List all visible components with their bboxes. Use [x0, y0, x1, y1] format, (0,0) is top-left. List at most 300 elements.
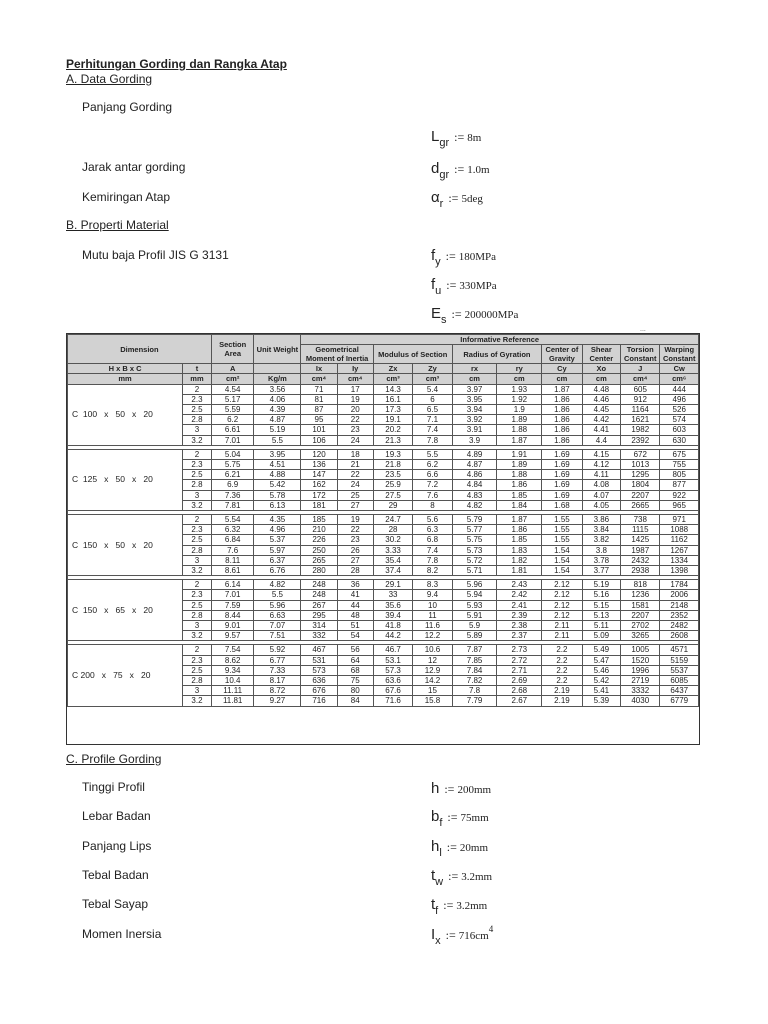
ix-subscript: x — [435, 935, 441, 947]
table-cell: 2.3 — [183, 459, 212, 469]
table-cell: 738 — [621, 515, 660, 525]
table-cell: 5.09 — [582, 631, 620, 641]
table-cell: 295 — [301, 610, 337, 620]
fu-formula — [431, 276, 497, 297]
table-cell: 68 — [337, 665, 373, 675]
table-cell: 5.5 — [254, 590, 301, 600]
dimension-cell: C 150 x 65 x 20 — [68, 580, 183, 641]
table-cell: 3.77 — [582, 566, 620, 576]
table-cell: 87 — [301, 404, 337, 414]
table-cell: 4.87 — [254, 415, 301, 425]
table-cell: 1.86 — [497, 525, 542, 535]
table-cell: 21 — [337, 459, 373, 469]
table-cell: 2.39 — [497, 610, 542, 620]
fu-subscript: u — [435, 285, 442, 297]
table-cell: 2.2 — [542, 676, 582, 686]
table-cell: 3.86 — [582, 515, 620, 525]
table-cell: 35.6 — [373, 600, 412, 610]
table-cell: 44 — [337, 600, 373, 610]
table-cell: 5.71 — [452, 566, 497, 576]
table-cell: 6.77 — [254, 655, 301, 665]
h-formula — [431, 780, 491, 797]
table-cell: 8 — [413, 500, 452, 510]
lebar-badan-label: Lebar Badan — [82, 809, 151, 823]
table-cell: 1164 — [621, 404, 660, 414]
table-cell: 2.12 — [542, 600, 582, 610]
table-cell: 7.8 — [413, 435, 452, 445]
table-cell: 12.9 — [413, 665, 452, 675]
table-cell: 11.81 — [211, 696, 254, 706]
table-cell: 1.69 — [542, 480, 582, 490]
table-cell: 6.8 — [413, 535, 452, 545]
table-cell: 5.41 — [582, 686, 620, 696]
table-cell: 6.9 — [211, 480, 254, 490]
header-zx: Zx — [373, 364, 412, 374]
table-cell: 51 — [337, 621, 373, 631]
table-cell: 9.34 — [211, 665, 254, 675]
table-cell: 10 — [413, 600, 452, 610]
table-cell: 8.17 — [254, 676, 301, 686]
table-cell: 80 — [337, 686, 373, 696]
table-cell: 2.67 — [497, 696, 542, 706]
header-warping: Warping Constant — [660, 345, 699, 364]
table-cell: 106 — [301, 435, 337, 445]
table-cell: 1.55 — [542, 535, 582, 545]
table-cell: 5.46 — [582, 665, 620, 675]
table-cell: 27 — [337, 500, 373, 510]
table-cell: 1.86 — [542, 404, 582, 414]
table-cell: 1.88 — [497, 470, 542, 480]
table-cell: 3 — [183, 621, 212, 631]
table-cell: 12 — [413, 655, 452, 665]
table-cell: 3.78 — [582, 555, 620, 565]
table-cell: 7.33 — [254, 665, 301, 675]
table-cell: 5.17 — [211, 394, 254, 404]
table-cell: 4.96 — [254, 525, 301, 535]
table-cell: 2392 — [621, 435, 660, 445]
table-cell: 6085 — [660, 676, 699, 686]
table-cell: 8.3 — [413, 580, 452, 590]
table-cell: 6.76 — [254, 566, 301, 576]
table-cell: 23 — [337, 535, 373, 545]
kemiringan-label: Kemiringan Atap — [82, 190, 171, 204]
table-cell: 41.8 — [373, 621, 412, 631]
table-row — [68, 515, 699, 525]
table-cell: 1621 — [621, 415, 660, 425]
table-cell: 5.77 — [452, 525, 497, 535]
table-cell: 5159 — [660, 655, 699, 665]
table-cell: 9.57 — [211, 631, 254, 641]
table-cell: 332 — [301, 631, 337, 641]
table-cell: 5.94 — [452, 590, 497, 600]
table-cell: 25.9 — [373, 480, 412, 490]
table-cell: 24 — [337, 435, 373, 445]
table-cell: 636 — [301, 676, 337, 686]
table-cell: 7.2 — [413, 480, 452, 490]
table-cell: 1.81 — [497, 566, 542, 576]
table-cell: 6.2 — [413, 459, 452, 469]
unit-mm-t: mm — [183, 374, 212, 384]
fu-value: 330MPa — [459, 280, 497, 292]
table-cell: 574 — [660, 415, 699, 425]
table-cell: 3.9 — [452, 435, 497, 445]
hl-subscript: l — [439, 847, 442, 859]
hl-formula — [431, 838, 489, 859]
table-cell: 265 — [301, 555, 337, 565]
unit-mm-dim: mm — [68, 374, 183, 384]
table-cell: 136 — [301, 459, 337, 469]
table-cell: 4.05 — [582, 500, 620, 510]
table-cell: 675 — [660, 449, 699, 459]
table-cell: 2.5 — [183, 404, 212, 414]
table-cell: 4.45 — [582, 404, 620, 414]
table-cell: 1784 — [660, 580, 699, 590]
table-row — [68, 645, 699, 655]
alpha-subscript: r — [439, 198, 444, 210]
table-cell: 2207 — [621, 610, 660, 620]
table-cell: 9.01 — [211, 621, 254, 631]
section-b-heading: B. Properti Material — [66, 218, 169, 232]
fy-symbol: f — [431, 247, 436, 264]
table-cell: 8.62 — [211, 655, 254, 665]
steel-profile-table — [66, 333, 700, 745]
table-cell: 4.42 — [582, 415, 620, 425]
table-cell: 672 — [621, 449, 660, 459]
table-cell: 27.5 — [373, 490, 412, 500]
table-cell: 53.1 — [373, 655, 412, 665]
mutu-baja-label: Mutu baja Profil JIS G 3131 — [82, 248, 229, 262]
table-cell: 4.35 — [254, 515, 301, 525]
table-cell: 4.48 — [582, 384, 620, 394]
table-cell: 7.84 — [452, 665, 497, 675]
table-cell: 71.6 — [373, 696, 412, 706]
table-cell: 676 — [301, 686, 337, 696]
tf-formula — [431, 896, 488, 917]
table-cell: 24.7 — [373, 515, 412, 525]
table-cell: 14.2 — [413, 676, 452, 686]
steel-table — [67, 334, 699, 707]
table-cell: 7.87 — [452, 645, 497, 655]
table-cell: 8.61 — [211, 566, 254, 576]
table-cell: 18 — [337, 449, 373, 459]
table-cell: 3.92 — [452, 415, 497, 425]
table-cell: 3 — [183, 490, 212, 500]
table-cell: 2.2 — [542, 655, 582, 665]
table-cell: 912 — [621, 394, 660, 404]
table-cell: 6.13 — [254, 500, 301, 510]
table-cell: 1.86 — [542, 415, 582, 425]
ix-assign: := — [445, 928, 456, 942]
table-cell: 1088 — [660, 525, 699, 535]
table-cell: 1.91 — [497, 449, 542, 459]
table-cell: 2608 — [660, 631, 699, 641]
table-cell: 7.51 — [254, 631, 301, 641]
table-cell: 7.8 — [413, 555, 452, 565]
fu-assign: := — [446, 278, 457, 292]
table-cell: 3.95 — [452, 394, 497, 404]
table-cell: 1982 — [621, 425, 660, 435]
bf-formula — [431, 808, 489, 829]
table-cell: 818 — [621, 580, 660, 590]
fy-formula — [431, 247, 497, 268]
table-cell: 526 — [660, 404, 699, 414]
table-cell: 6.61 — [211, 425, 254, 435]
table-cell: 5.89 — [452, 631, 497, 641]
table-cell: 4.83 — [452, 490, 497, 500]
table-cell: 27 — [337, 555, 373, 565]
table-cell: 1.69 — [542, 490, 582, 500]
table-cell: 21.8 — [373, 459, 412, 469]
table-cell: 7.85 — [452, 655, 497, 665]
header-zy: Zy — [413, 364, 452, 374]
fy-assign: := — [445, 249, 456, 263]
header-cy: Cy — [542, 364, 582, 374]
table-cell: 3 — [183, 425, 212, 435]
table-cell: 4.89 — [452, 449, 497, 459]
table-cell: 22 — [337, 525, 373, 535]
table-cell: 1295 — [621, 470, 660, 480]
dgr-value: 1.0m — [467, 164, 490, 176]
table-cell: 71 — [301, 384, 337, 394]
table-cell: 1.55 — [542, 525, 582, 535]
table-cell: 1.89 — [497, 415, 542, 425]
tf-value: 3.2mm — [456, 900, 488, 912]
table-cell: 37.4 — [373, 566, 412, 576]
table-cell: 3.56 — [254, 384, 301, 394]
table-cell: 4.07 — [582, 490, 620, 500]
table-cell: 2.41 — [497, 600, 542, 610]
table-cell: 1.85 — [497, 490, 542, 500]
unit-cm4-j: cm⁴ — [621, 374, 660, 384]
table-cell: 28 — [337, 566, 373, 576]
table-cell: 3.97 — [452, 384, 497, 394]
table-cell: 6.21 — [211, 470, 254, 480]
table-cell: 1.92 — [497, 394, 542, 404]
table-cell: 2432 — [621, 555, 660, 565]
table-cell: 210 — [301, 525, 337, 535]
table-cell: 531 — [301, 655, 337, 665]
table-cell: 971 — [660, 515, 699, 525]
es-value: 200000MPa — [464, 309, 519, 321]
table-cell: 1.86 — [542, 394, 582, 404]
table-cell: 2482 — [660, 621, 699, 631]
table-cell: 5.5 — [254, 435, 301, 445]
page-title: Perhitungan Gording dan Rangka Atap — [66, 57, 287, 71]
table-cell: 1.85 — [497, 535, 542, 545]
unit-cm6-cw: cm⁶ — [660, 374, 699, 384]
table-cell: 14.3 — [373, 384, 412, 394]
table-cell: 120 — [301, 449, 337, 459]
table-cell: 3.82 — [582, 535, 620, 545]
table-cell: 2.69 — [497, 676, 542, 686]
table-cell: 4.54 — [211, 384, 254, 394]
table-cell: 20.2 — [373, 425, 412, 435]
table-cell: 29.1 — [373, 580, 412, 590]
table-cell: 64 — [337, 655, 373, 665]
table-cell: 4.11 — [582, 470, 620, 480]
dgr-formula — [431, 160, 490, 181]
es-symbol: E — [431, 305, 442, 322]
header-unit-weight: Unit Weight — [254, 335, 301, 364]
table-cell: 25 — [337, 490, 373, 500]
table-cell: 3.2 — [183, 696, 212, 706]
table-cell: 2.37 — [497, 631, 542, 641]
fu-symbol: f — [431, 276, 436, 293]
table-cell: 81 — [301, 394, 337, 404]
ix-formula — [431, 924, 494, 947]
dimension-cell: C 125 x 50 x 20 — [68, 449, 183, 510]
table-cell: 2938 — [621, 566, 660, 576]
table-cell: 7.4 — [413, 545, 452, 555]
table-cell: 7.82 — [452, 676, 497, 686]
table-cell: 2.12 — [542, 590, 582, 600]
table-cell: 8.2 — [413, 566, 452, 576]
table-cell: 5.39 — [582, 696, 620, 706]
table-cell: 5.19 — [582, 580, 620, 590]
table-cell: 1398 — [660, 566, 699, 576]
panjang-gording-label: Panjang Gording — [82, 100, 173, 114]
table-cell: 1.55 — [542, 515, 582, 525]
table-cell: 1.87 — [542, 384, 582, 394]
table-cell: 39.4 — [373, 610, 412, 620]
unit-cm4-ix: cm⁴ — [301, 374, 337, 384]
table-cell: 5.9 — [452, 621, 497, 631]
table-cell: 16.1 — [373, 394, 412, 404]
table-cell: 1.93 — [497, 384, 542, 394]
jarak-gording-label: Jarak antar gording — [82, 160, 186, 174]
table-cell: 1013 — [621, 459, 660, 469]
table-cell: 6779 — [660, 696, 699, 706]
tebal-sayap-label: Tebal Sayap — [82, 897, 149, 911]
table-cell: 3 — [183, 555, 212, 565]
table-cell: 57.3 — [373, 665, 412, 675]
table-cell: 2.8 — [183, 610, 212, 620]
es-subscript: s — [441, 314, 447, 326]
table-cell: 162 — [301, 480, 337, 490]
table-cell: 1.54 — [542, 545, 582, 555]
table-cell: 9.27 — [254, 696, 301, 706]
table-cell: 2.72 — [497, 655, 542, 665]
table-cell: 11.11 — [211, 686, 254, 696]
table-cell: 5.72 — [452, 555, 497, 565]
table-cell: 2.73 — [497, 645, 542, 655]
table-cell: 3.94 — [452, 404, 497, 414]
table-cell: 2.3 — [183, 525, 212, 535]
table-cell: 467 — [301, 645, 337, 655]
table-cell: 5.19 — [254, 425, 301, 435]
table-cell: 5.96 — [254, 600, 301, 610]
table-cell: 2.11 — [542, 631, 582, 641]
momen-inersia-label: Momen Inersia — [82, 927, 162, 941]
table-cell: 19 — [337, 515, 373, 525]
alpha-formula — [431, 189, 483, 210]
header-geo-moment: Geometrical Moment of Inertia — [301, 345, 373, 364]
bf-symbol: b — [431, 808, 440, 825]
h-assign: := — [444, 782, 455, 796]
table-cell: 3 — [183, 686, 212, 696]
table-cell: 84 — [337, 696, 373, 706]
table-cell: 5.75 — [211, 459, 254, 469]
table-cell: 22 — [337, 415, 373, 425]
table-cell: 7.07 — [254, 621, 301, 631]
tf-symbol: t — [431, 896, 436, 913]
table-cell: 7.81 — [211, 500, 254, 510]
dimension-cell: C 200 x 75 x 20 — [68, 645, 183, 706]
table-cell: 4.15 — [582, 449, 620, 459]
table-cell: 1987 — [621, 545, 660, 555]
table-cell: 2.68 — [497, 686, 542, 696]
table-cell: 15.8 — [413, 696, 452, 706]
table-cell: 1.84 — [497, 500, 542, 510]
table-cell: 2.8 — [183, 676, 212, 686]
table-cell: 2.5 — [183, 600, 212, 610]
header-J: J — [621, 364, 660, 374]
table-cell: 7.01 — [211, 435, 254, 445]
table-cell: 3.95 — [254, 449, 301, 459]
tf-subscript: f — [435, 905, 439, 917]
table-cell: 5.4 — [413, 384, 452, 394]
table-cell: 2719 — [621, 676, 660, 686]
header-cw: Cw — [660, 364, 699, 374]
table-cell: 1162 — [660, 535, 699, 545]
tw-assign: := — [448, 869, 459, 883]
table-cell: 5.11 — [582, 621, 620, 631]
table-cell: 6.37 — [254, 555, 301, 565]
table-cell: 6.84 — [211, 535, 254, 545]
table-cell: 7.8 — [452, 686, 497, 696]
table-cell: 7.54 — [211, 645, 254, 655]
table-cell: 172 — [301, 490, 337, 500]
alpha-assign: := — [448, 191, 459, 205]
table-cell: 17.3 — [373, 404, 412, 414]
table-cell: 4.4 — [582, 435, 620, 445]
table-cell: 1115 — [621, 525, 660, 535]
table-cell: 8.72 — [254, 686, 301, 696]
table-cell: 3.2 — [183, 566, 212, 576]
table-cell: 19.3 — [373, 449, 412, 459]
table-cell: 2 — [183, 515, 212, 525]
table-cell: 1.89 — [497, 459, 542, 469]
table-cell: 280 — [301, 566, 337, 576]
table-cell: 4.46 — [582, 394, 620, 404]
section-c-heading: C. Profile Gording — [66, 752, 162, 766]
header-A: A — [211, 364, 254, 374]
table-cell: 7.59 — [211, 600, 254, 610]
table-cell: 2665 — [621, 500, 660, 510]
table-cell: 19 — [337, 394, 373, 404]
table-cell: 5.6 — [413, 515, 452, 525]
table-cell: 2.8 — [183, 415, 212, 425]
ix-symbol: I — [431, 926, 436, 943]
table-cell: 248 — [301, 590, 337, 600]
table-cell: 30.2 — [373, 535, 412, 545]
lgr-assign: := — [454, 130, 465, 144]
table-cell: 2148 — [660, 600, 699, 610]
header-ry: ry — [497, 364, 542, 374]
header-rx: rx — [452, 364, 497, 374]
table-cell: 7.1 — [413, 415, 452, 425]
table-cell: 5.97 — [254, 545, 301, 555]
table-cell: 1.54 — [542, 555, 582, 565]
table-cell: 22 — [337, 470, 373, 480]
table-row — [68, 449, 699, 459]
table-cell: 2.12 — [542, 610, 582, 620]
table-cell: 6.32 — [211, 525, 254, 535]
table-cell: 4.87 — [452, 459, 497, 469]
table-cell: 1.86 — [542, 425, 582, 435]
table-cell: 4.82 — [254, 580, 301, 590]
tf-assign: := — [443, 898, 454, 912]
